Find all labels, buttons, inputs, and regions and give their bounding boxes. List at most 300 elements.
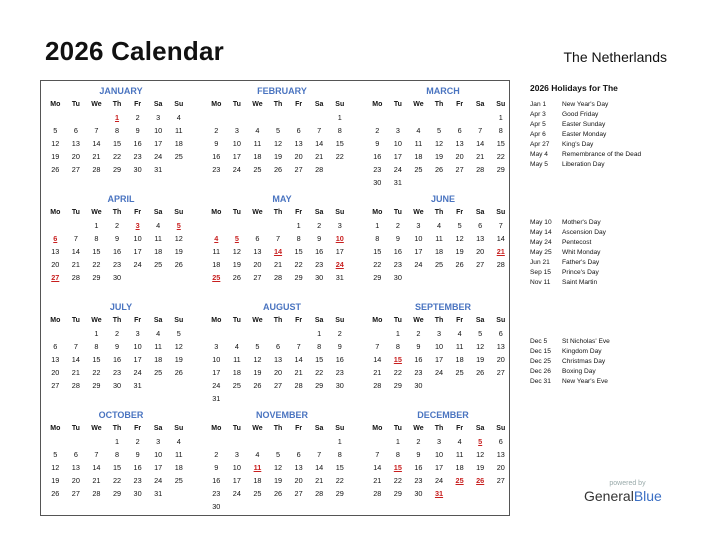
day-cell[interactable]: 1 xyxy=(317,329,322,338)
day-cell[interactable]: 13 xyxy=(294,139,303,148)
day-cell[interactable]: 3 xyxy=(436,329,442,338)
day-cell[interactable]: 26 xyxy=(174,368,183,377)
day-cell[interactable]: 3 xyxy=(135,221,140,230)
day-cell[interactable]: 7 xyxy=(296,342,301,351)
day-cell[interactable]: 20 xyxy=(496,355,505,364)
day-cell[interactable]: 25 xyxy=(232,381,241,390)
day-cell[interactable]: 28 xyxy=(373,381,382,390)
day-cell[interactable]: 21 xyxy=(476,152,485,161)
day-cell[interactable]: 1 xyxy=(94,329,99,338)
day-cell[interactable]: 23 xyxy=(133,152,142,161)
day-cell[interactable]: 2 xyxy=(375,126,380,135)
day-cell[interactable]: 8 xyxy=(395,450,400,459)
day-cell[interactable]: 31 xyxy=(434,489,444,498)
day-cell[interactable]: 18 xyxy=(154,355,163,364)
day-cell[interactable]: 27 xyxy=(51,273,60,282)
day-cell[interactable]: 9 xyxy=(135,450,140,459)
day-cell[interactable]: 17 xyxy=(434,355,444,364)
day-cell[interactable]: 5 xyxy=(478,437,483,446)
day-cell[interactable]: 9 xyxy=(416,342,421,351)
day-cell[interactable]: 5 xyxy=(436,126,442,135)
day-cell[interactable]: 27 xyxy=(294,165,303,174)
day-cell[interactable]: 16 xyxy=(335,355,344,364)
day-cell[interactable]: 8 xyxy=(94,342,99,351)
day-cell[interactable]: 18 xyxy=(414,152,423,161)
day-cell[interactable]: 23 xyxy=(373,165,382,174)
day-cell[interactable]: 14 xyxy=(476,139,485,148)
day-cell[interactable]: 29 xyxy=(393,489,402,498)
day-cell[interactable]: 30 xyxy=(373,178,382,187)
day-cell[interactable]: 28 xyxy=(315,165,324,174)
day-cell[interactable]: 13 xyxy=(71,463,80,472)
day-cell[interactable]: 2 xyxy=(135,437,140,446)
day-cell[interactable]: 17 xyxy=(154,139,163,148)
day-cell[interactable]: 31 xyxy=(335,273,344,282)
day-cell[interactable]: 12 xyxy=(51,139,60,148)
day-cell[interactable]: 3 xyxy=(436,437,442,446)
day-cell[interactable]: 16 xyxy=(212,152,221,161)
day-cell[interactable]: 23 xyxy=(212,489,221,498)
day-cell[interactable]: 2 xyxy=(317,221,322,230)
day-cell[interactable]: 13 xyxy=(496,342,505,351)
day-cell[interactable]: 30 xyxy=(133,165,142,174)
day-cell[interactable]: 25 xyxy=(434,260,444,269)
day-cell[interactable]: 9 xyxy=(337,342,342,351)
day-cell[interactable]: 26 xyxy=(273,489,283,498)
day-cell[interactable]: 11 xyxy=(154,234,162,243)
day-cell[interactable]: 30 xyxy=(393,273,402,282)
day-cell[interactable]: 18 xyxy=(212,260,221,269)
day-cell[interactable]: 18 xyxy=(455,463,464,472)
day-cell[interactable]: 16 xyxy=(315,247,324,256)
day-cell[interactable]: 1 xyxy=(395,329,400,338)
day-cell[interactable]: 25 xyxy=(212,273,221,282)
day-cell[interactable]: 14 xyxy=(294,355,303,364)
day-cell[interactable]: 15 xyxy=(294,247,303,256)
day-cell[interactable]: 18 xyxy=(253,152,262,161)
day-cell[interactable]: 10 xyxy=(335,234,344,243)
day-cell[interactable]: 4 xyxy=(416,126,421,135)
day-cell[interactable]: 4 xyxy=(214,234,219,243)
day-cell[interactable]: 17 xyxy=(393,152,402,161)
day-cell[interactable]: 5 xyxy=(255,342,260,351)
day-cell[interactable]: 1 xyxy=(296,221,301,230)
day-cell[interactable]: 1 xyxy=(337,113,342,122)
day-cell[interactable]: 14 xyxy=(71,247,80,256)
day-cell[interactable]: 15 xyxy=(92,355,101,364)
day-cell[interactable]: 22 xyxy=(294,260,303,269)
day-cell[interactable]: 1 xyxy=(337,437,342,446)
day-cell[interactable]: 4 xyxy=(457,437,462,446)
day-cell[interactable]: 26 xyxy=(476,368,485,377)
day-cell[interactable]: 24 xyxy=(232,165,241,174)
day-cell[interactable]: 4 xyxy=(176,113,181,122)
day-cell[interactable]: 25 xyxy=(253,489,262,498)
day-cell[interactable]: 27 xyxy=(71,489,80,498)
day-cell[interactable]: 27 xyxy=(273,381,283,390)
day-cell[interactable]: 31 xyxy=(212,394,221,403)
day-cell[interactable]: 14 xyxy=(71,355,80,364)
day-cell[interactable]: 25 xyxy=(455,368,464,377)
day-cell[interactable]: 3 xyxy=(337,221,342,230)
day-cell[interactable]: 16 xyxy=(373,152,382,161)
day-cell[interactable]: 8 xyxy=(94,234,99,243)
day-cell[interactable]: 14 xyxy=(315,139,324,148)
day-cell[interactable]: 26 xyxy=(253,381,262,390)
day-cell[interactable]: 27 xyxy=(496,368,505,377)
day-cell[interactable]: 4 xyxy=(436,221,442,230)
day-cell[interactable]: 14 xyxy=(373,355,382,364)
day-cell[interactable]: 31 xyxy=(154,489,163,498)
day-cell[interactable]: 15 xyxy=(315,355,324,364)
day-cell[interactable]: 8 xyxy=(337,126,342,135)
day-cell[interactable]: 10 xyxy=(232,139,241,148)
day-cell[interactable]: 22 xyxy=(92,368,101,377)
day-cell[interactable]: 13 xyxy=(455,139,464,148)
day-cell[interactable]: 3 xyxy=(214,342,219,351)
day-cell[interactable]: 28 xyxy=(92,489,101,498)
day-cell[interactable]: 5 xyxy=(275,126,281,135)
day-cell[interactable]: 6 xyxy=(53,234,58,243)
day-cell[interactable]: 24 xyxy=(232,489,241,498)
day-cell[interactable]: 21 xyxy=(373,476,382,485)
day-cell[interactable]: 2 xyxy=(337,329,342,338)
day-cell[interactable]: 20 xyxy=(476,247,485,256)
day-cell[interactable]: 9 xyxy=(114,234,120,243)
day-cell[interactable]: 14 xyxy=(315,463,324,472)
day-cell[interactable]: 8 xyxy=(296,234,301,243)
day-cell[interactable]: 16 xyxy=(414,355,423,364)
day-cell[interactable]: 15 xyxy=(335,463,344,472)
day-cell[interactable]: 29 xyxy=(496,165,505,174)
day-cell[interactable]: 10 xyxy=(154,126,163,135)
day-cell[interactable]: 17 xyxy=(414,247,423,256)
day-cell[interactable]: 7 xyxy=(375,342,380,351)
day-cell[interactable]: 19 xyxy=(232,260,241,269)
day-cell[interactable]: 7 xyxy=(94,126,99,135)
day-cell[interactable]: 27 xyxy=(455,165,464,174)
day-cell[interactable]: 25 xyxy=(455,476,464,485)
day-cell[interactable]: 4 xyxy=(234,342,239,351)
day-cell[interactable]: 23 xyxy=(112,368,122,377)
day-cell[interactable]: 19 xyxy=(434,152,444,161)
day-cell[interactable]: 19 xyxy=(455,247,464,256)
day-cell[interactable]: 24 xyxy=(335,260,344,269)
day-cell[interactable]: 18 xyxy=(232,368,241,377)
day-cell[interactable]: 30 xyxy=(414,489,423,498)
day-cell[interactable]: 27 xyxy=(476,260,485,269)
day-cell[interactable]: 18 xyxy=(455,355,464,364)
day-cell[interactable]: 14 xyxy=(273,247,283,256)
day-cell[interactable]: 3 xyxy=(234,450,239,459)
day-cell[interactable]: 27 xyxy=(294,489,303,498)
day-cell[interactable]: 14 xyxy=(92,139,101,148)
day-cell[interactable]: 21 xyxy=(71,368,80,377)
day-cell[interactable]: 13 xyxy=(273,355,283,364)
day-cell[interactable]: 30 xyxy=(212,502,221,511)
day-cell[interactable]: 10 xyxy=(434,342,444,351)
day-cell[interactable]: 9 xyxy=(214,139,219,148)
day-cell[interactable]: 17 xyxy=(434,463,444,472)
day-cell[interactable]: 17 xyxy=(133,355,142,364)
day-cell[interactable]: 3 xyxy=(395,126,400,135)
day-cell[interactable]: 7 xyxy=(375,450,380,459)
day-cell[interactable]: 11 xyxy=(253,463,262,472)
day-cell[interactable]: 3 xyxy=(156,437,161,446)
day-cell[interactable]: 15 xyxy=(373,247,382,256)
day-cell[interactable]: 22 xyxy=(393,368,402,377)
day-cell[interactable]: 2 xyxy=(416,329,421,338)
day-cell[interactable]: 2 xyxy=(135,113,140,122)
day-cell[interactable]: 5 xyxy=(478,329,483,338)
day-cell[interactable]: 19 xyxy=(476,355,485,364)
day-cell[interactable]: 12 xyxy=(476,450,485,459)
day-cell[interactable]: 20 xyxy=(294,152,303,161)
day-cell[interactable]: 13 xyxy=(51,247,60,256)
day-cell[interactable]: 7 xyxy=(73,342,78,351)
day-cell[interactable]: 5 xyxy=(234,234,239,243)
day-cell[interactable]: 8 xyxy=(114,126,120,135)
day-cell[interactable]: 4 xyxy=(156,329,161,338)
day-cell[interactable]: 28 xyxy=(476,165,485,174)
day-cell[interactable]: 4 xyxy=(255,126,260,135)
day-cell[interactable]: 11 xyxy=(154,342,162,351)
day-cell[interactable]: 13 xyxy=(51,355,60,364)
day-cell[interactable]: 3 xyxy=(156,113,161,122)
day-cell[interactable]: 12 xyxy=(273,463,283,472)
day-cell[interactable]: 29 xyxy=(112,165,122,174)
day-cell[interactable]: 17 xyxy=(154,463,163,472)
day-cell[interactable]: 20 xyxy=(51,368,60,377)
day-cell[interactable]: 30 xyxy=(315,273,324,282)
day-cell[interactable]: 15 xyxy=(496,139,505,148)
day-cell[interactable]: 11 xyxy=(253,139,262,148)
day-cell[interactable]: 23 xyxy=(393,260,402,269)
day-cell[interactable]: 12 xyxy=(232,247,241,256)
day-cell[interactable]: 12 xyxy=(273,139,283,148)
day-cell[interactable]: 1 xyxy=(498,113,503,122)
day-cell[interactable]: 25 xyxy=(253,165,262,174)
day-cell[interactable]: 27 xyxy=(253,273,262,282)
day-cell[interactable]: 19 xyxy=(51,152,60,161)
day-cell[interactable]: 11 xyxy=(435,234,443,243)
day-cell[interactable]: 19 xyxy=(273,152,283,161)
day-cell[interactable]: 23 xyxy=(212,165,221,174)
day-cell[interactable]: 24 xyxy=(212,381,221,390)
day-cell[interactable]: 19 xyxy=(273,476,283,485)
day-cell[interactable]: 8 xyxy=(375,234,380,243)
day-cell[interactable]: 4 xyxy=(457,329,462,338)
day-cell[interactable]: 11 xyxy=(174,126,183,135)
day-cell[interactable]: 26 xyxy=(476,476,485,485)
day-cell[interactable]: 18 xyxy=(253,476,262,485)
day-cell[interactable]: 18 xyxy=(174,463,183,472)
day-cell[interactable]: 22 xyxy=(496,152,505,161)
day-cell[interactable]: 2 xyxy=(214,450,219,459)
day-cell[interactable]: 29 xyxy=(92,273,101,282)
day-cell[interactable]: 1 xyxy=(375,221,380,230)
day-cell[interactable]: 10 xyxy=(212,355,221,364)
day-cell[interactable]: 20 xyxy=(496,463,505,472)
day-cell[interactable]: 10 xyxy=(232,463,241,472)
day-cell[interactable]: 25 xyxy=(154,260,163,269)
day-cell[interactable]: 18 xyxy=(154,247,163,256)
day-cell[interactable]: 17 xyxy=(133,247,142,256)
day-cell[interactable]: 28 xyxy=(71,273,80,282)
day-cell[interactable]: 16 xyxy=(414,463,423,472)
day-cell[interactable]: 26 xyxy=(51,165,60,174)
day-cell[interactable]: 8 xyxy=(317,342,322,351)
day-cell[interactable]: 28 xyxy=(315,489,324,498)
day-cell[interactable]: 19 xyxy=(174,355,183,364)
day-cell[interactable]: 5 xyxy=(53,450,58,459)
day-cell[interactable]: 9 xyxy=(214,463,219,472)
day-cell[interactable]: 23 xyxy=(414,368,423,377)
day-cell[interactable]: 18 xyxy=(174,139,183,148)
day-cell[interactable]: 10 xyxy=(434,450,444,459)
day-cell[interactable]: 23 xyxy=(112,260,122,269)
day-cell[interactable]: 2 xyxy=(416,437,421,446)
day-cell[interactable]: 23 xyxy=(414,476,423,485)
day-cell[interactable]: 31 xyxy=(393,178,402,187)
day-cell[interactable]: 24 xyxy=(414,260,423,269)
day-cell[interactable]: 6 xyxy=(73,126,78,135)
day-cell[interactable]: 20 xyxy=(455,152,464,161)
day-cell[interactable]: 22 xyxy=(393,476,402,485)
day-cell[interactable]: 29 xyxy=(315,381,324,390)
day-cell[interactable]: 20 xyxy=(294,476,303,485)
day-cell[interactable]: 16 xyxy=(112,355,122,364)
day-cell[interactable]: 8 xyxy=(114,450,120,459)
day-cell[interactable]: 26 xyxy=(273,165,283,174)
day-cell[interactable]: 6 xyxy=(296,450,301,459)
day-cell[interactable]: 21 xyxy=(92,476,101,485)
day-cell[interactable]: 7 xyxy=(498,221,503,230)
day-cell[interactable]: 21 xyxy=(273,260,283,269)
day-cell[interactable]: 9 xyxy=(317,234,322,243)
day-cell[interactable]: 26 xyxy=(51,489,60,498)
day-cell[interactable]: 3 xyxy=(416,221,421,230)
day-cell[interactable]: 10 xyxy=(393,139,402,148)
day-cell[interactable]: 20 xyxy=(71,476,80,485)
day-cell[interactable]: 21 xyxy=(373,368,382,377)
day-cell[interactable]: 19 xyxy=(51,476,60,485)
day-cell[interactable]: 5 xyxy=(457,221,462,230)
day-cell[interactable]: 12 xyxy=(174,342,183,351)
day-cell[interactable]: 24 xyxy=(393,165,402,174)
day-cell[interactable]: 29 xyxy=(373,273,382,282)
day-cell[interactable]: 26 xyxy=(455,260,464,269)
day-cell[interactable]: 18 xyxy=(434,247,444,256)
day-cell[interactable]: 28 xyxy=(373,489,382,498)
day-cell[interactable]: 9 xyxy=(114,342,120,351)
day-cell[interactable]: 11 xyxy=(233,355,241,364)
day-cell[interactable]: 19 xyxy=(174,247,183,256)
day-cell[interactable]: 1 xyxy=(395,437,400,446)
day-cell[interactable]: 12 xyxy=(253,355,262,364)
day-cell[interactable]: 10 xyxy=(414,234,423,243)
day-cell[interactable]: 25 xyxy=(174,152,183,161)
day-cell[interactable]: 24 xyxy=(133,260,142,269)
day-cell[interactable]: 8 xyxy=(337,450,342,459)
day-cell[interactable]: 15 xyxy=(335,139,344,148)
day-cell[interactable]: 25 xyxy=(154,368,163,377)
day-cell[interactable]: 5 xyxy=(176,221,181,230)
day-cell[interactable]: 2 xyxy=(214,126,219,135)
day-cell[interactable]: 5 xyxy=(53,126,58,135)
day-cell[interactable]: 16 xyxy=(133,139,142,148)
day-cell[interactable]: 2 xyxy=(114,221,120,230)
day-cell[interactable]: 11 xyxy=(455,450,464,459)
day-cell[interactable]: 7 xyxy=(317,450,322,459)
day-cell[interactable]: 26 xyxy=(232,273,241,282)
day-cell[interactable]: 27 xyxy=(51,381,60,390)
day-cell[interactable]: 15 xyxy=(92,247,101,256)
day-cell[interactable]: 13 xyxy=(476,234,485,243)
day-cell[interactable]: 30 xyxy=(112,381,122,390)
day-cell[interactable]: 27 xyxy=(496,476,505,485)
day-cell[interactable]: 16 xyxy=(393,247,402,256)
day-cell[interactable]: 22 xyxy=(335,152,344,161)
day-cell[interactable]: 28 xyxy=(71,381,80,390)
day-cell[interactable]: 15 xyxy=(112,463,122,472)
day-cell[interactable]: 11 xyxy=(455,342,464,351)
day-cell[interactable]: 14 xyxy=(92,463,101,472)
day-cell[interactable]: 12 xyxy=(455,234,464,243)
day-cell[interactable]: 22 xyxy=(112,476,122,485)
day-cell[interactable]: 4 xyxy=(176,437,181,446)
day-cell[interactable]: 24 xyxy=(133,368,142,377)
day-cell[interactable]: 7 xyxy=(275,234,281,243)
day-cell[interactable]: 29 xyxy=(112,489,122,498)
day-cell[interactable]: 21 xyxy=(496,247,505,256)
day-cell[interactable]: 22 xyxy=(335,476,344,485)
day-cell[interactable]: 20 xyxy=(71,152,80,161)
day-cell[interactable]: 25 xyxy=(414,165,423,174)
day-cell[interactable]: 24 xyxy=(154,476,163,485)
day-cell[interactable]: 1 xyxy=(114,437,120,446)
day-cell[interactable]: 1 xyxy=(94,221,99,230)
day-cell[interactable]: 6 xyxy=(275,342,281,351)
day-cell[interactable]: 17 xyxy=(335,247,344,256)
day-cell[interactable]: 10 xyxy=(154,450,163,459)
day-cell[interactable]: 22 xyxy=(373,260,382,269)
day-cell[interactable]: 29 xyxy=(92,381,101,390)
day-cell[interactable]: 12 xyxy=(434,139,444,148)
day-cell[interactable]: 27 xyxy=(71,165,80,174)
day-cell[interactable]: 6 xyxy=(73,450,78,459)
day-cell[interactable]: 29 xyxy=(393,381,402,390)
day-cell[interactable]: 9 xyxy=(375,139,380,148)
day-cell[interactable]: 31 xyxy=(133,381,142,390)
day-cell[interactable]: 12 xyxy=(174,234,183,243)
day-cell[interactable]: 23 xyxy=(335,368,344,377)
day-cell[interactable]: 30 xyxy=(414,381,423,390)
day-cell[interactable]: 19 xyxy=(476,463,485,472)
day-cell[interactable]: 7 xyxy=(478,126,483,135)
day-cell[interactable]: 8 xyxy=(498,126,503,135)
day-cell[interactable]: 15 xyxy=(112,139,122,148)
day-cell[interactable]: 26 xyxy=(434,165,444,174)
day-cell[interactable]: 21 xyxy=(294,368,303,377)
day-cell[interactable]: 6 xyxy=(53,342,58,351)
day-cell[interactable]: 3 xyxy=(234,126,239,135)
day-cell[interactable]: 2 xyxy=(395,221,400,230)
day-cell[interactable]: 31 xyxy=(154,165,163,174)
day-cell[interactable]: 21 xyxy=(315,476,324,485)
day-cell[interactable]: 9 xyxy=(395,234,400,243)
day-cell[interactable]: 6 xyxy=(478,221,483,230)
